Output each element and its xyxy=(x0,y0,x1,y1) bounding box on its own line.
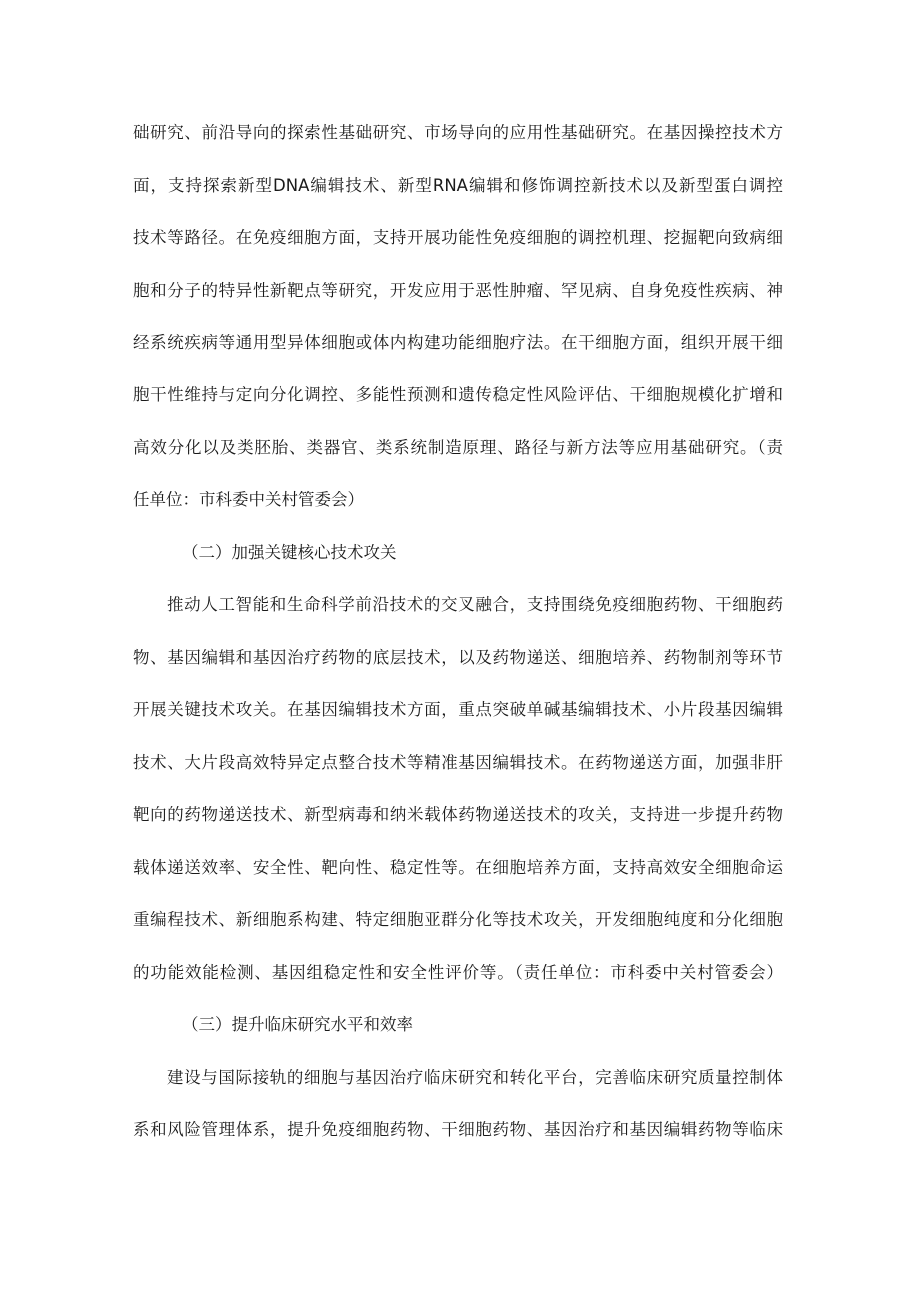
paragraph-line: 面，支持探索新型DNA编辑技术、新型RNA编辑和修饰调控新技术以及新型蛋白调控 xyxy=(133,176,783,195)
paragraph-line: 胞和分子的特异性新靶点等研究，开发应用于恶性肿瘤、罕见病、自身免疫性疾病、神 xyxy=(133,281,783,300)
paragraph-line: 重编程技术、新细胞系构建、特定细胞亚群分化等技术攻关，开发细胞纯度和分化细胞 xyxy=(133,910,783,929)
paragraph-line: 载体递送效率、安全性、靶向性、稳定性等。在细胞培养方面，支持高效安全细胞命运 xyxy=(133,858,783,877)
paragraph-line: 技术等路径。在免疫细胞方面，支持开展功能性免疫细胞的调控机理、挖掘靶向致病细 xyxy=(133,228,783,247)
paragraph-line: 经系统疾病等通用型异体细胞或体内构建功能细胞疗法。在干细胞方面，组织开展干细 xyxy=(133,333,783,352)
paragraph-line: 物、基因编辑和基因治疗药物的底层技术，以及药物递送、细胞培养、药物制剂等环节 xyxy=(133,648,783,667)
paragraph-line: 胞干性维持与定向分化调控、多能性预测和遗传稳定性风险评估、干细胞规模化扩增和 xyxy=(133,385,783,404)
section-heading-3: （三）提升临床研究水平和效率 xyxy=(182,1015,413,1034)
paragraph-line: 系和风险管理体系，提升免疫细胞药物、干细胞药物、基因治疗和基因编辑药物等临床 xyxy=(133,1120,783,1139)
paragraph-line: 推动人工智能和生命科学前沿技术的交叉融合，支持围绕免疫细胞药物、干细胞药 xyxy=(167,595,783,614)
paragraph-line: 开展关键技术攻关。在基因编辑技术方面，重点突破单碱基编辑技术、小片段基因编辑 xyxy=(133,700,783,719)
paragraph-line: 的功能效能检测、基因组稳定性和安全性评价等。（责任单位：市科委中关村管委会） xyxy=(133,963,783,982)
paragraph-line: 技术、大片段高效特异定点整合技术等精准基因编辑技术。在药物递送方面，加强非肝 xyxy=(133,753,783,772)
paragraph-line: 任单位：市科委中关村管委会） xyxy=(133,490,364,509)
paragraph-line: 建设与国际接轨的细胞与基因治疗临床研究和转化平台，完善临床研究质量控制体 xyxy=(167,1068,783,1087)
paragraph-line: 高效分化以及类胚胎、类器官、类系统制造原理、路径与新方法等应用基础研究。（责 xyxy=(133,438,783,457)
paragraph-line: 础研究、前沿导向的探索性基础研究、市场导向的应用性基础研究。在基因操控技术方 xyxy=(133,123,783,142)
section-heading-2: （二）加强关键核心技术攻关 xyxy=(182,543,397,562)
paragraph-line: 靶向的药物递送技术、新型病毒和纳米载体药物递送技术的攻关，支持进一步提升药物 xyxy=(133,805,783,824)
